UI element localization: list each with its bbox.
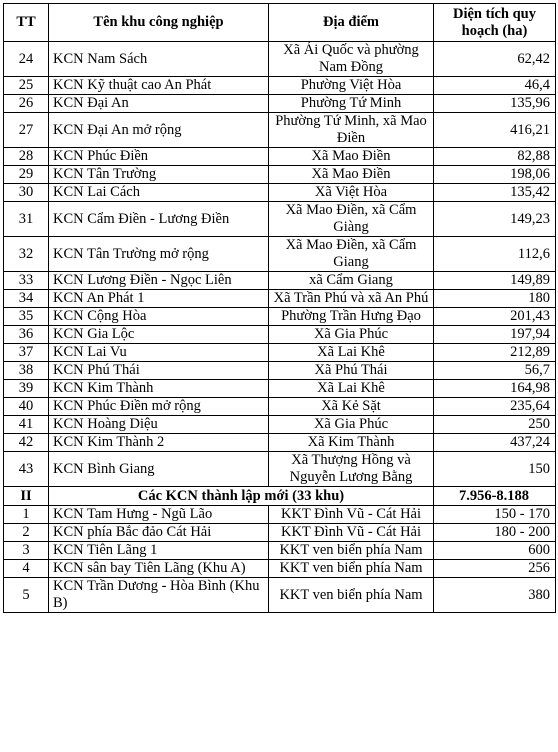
zone-name: KCN Lương Điền - Ngọc Liên [49, 272, 269, 290]
table-row [4, 184, 556, 202]
zone-name: KCN Lai Vu [49, 344, 269, 362]
row-number: 3 [4, 542, 49, 560]
row-number: 34 [4, 290, 49, 308]
table-row [4, 434, 556, 452]
zone-area: 150 [434, 452, 556, 487]
zone-area: 600 [434, 542, 556, 560]
row-number: 26 [4, 95, 49, 113]
zone-location: Xã Lai Khê [269, 380, 434, 398]
table-row [4, 290, 556, 308]
zone-name: KCN Kim Thành 2 [49, 434, 269, 452]
row-number: 25 [4, 77, 49, 95]
table-row [4, 237, 556, 272]
row-number: 5 [4, 578, 49, 613]
zone-name: KCN sân bay Tiên Lãng (Khu A) [49, 560, 269, 578]
zone-location: Phường Tứ Minh, xã Mao Điền [269, 113, 434, 148]
table-row [4, 77, 556, 95]
row-number: 37 [4, 344, 49, 362]
zone-area: 56,7 [434, 362, 556, 380]
zone-area: 164,98 [434, 380, 556, 398]
industrial-zone-table [3, 3, 556, 613]
table-row [4, 452, 556, 487]
zone-area: 149,23 [434, 202, 556, 237]
table-row [4, 560, 556, 578]
row-number: 4 [4, 560, 49, 578]
zone-location: Xã Mao Điền, xã Cẩm Giàng [269, 202, 434, 237]
zone-name: KCN Phúc Điền [49, 148, 269, 166]
row-number: 42 [4, 434, 49, 452]
zone-location: Phường Tứ Minh [269, 95, 434, 113]
zone-location: Phường Trần Hưng Đạo [269, 308, 434, 326]
table-body-new [4, 506, 556, 613]
zone-name: KCN Đại An mở rộng [49, 113, 269, 148]
zone-area: 46,4 [434, 77, 556, 95]
table-row [4, 506, 556, 524]
zone-name: KCN Trần Dương - Hòa Bình (Khu B) [49, 578, 269, 613]
row-number: 24 [4, 42, 49, 77]
table-row [4, 202, 556, 237]
zone-area: 235,64 [434, 398, 556, 416]
table-row [4, 524, 556, 542]
zone-name: KCN Kỹ thuật cao An Phát [49, 77, 269, 95]
zone-name: KCN Tam Hưng - Ngũ Lão [49, 506, 269, 524]
table-row [4, 542, 556, 560]
row-number: 38 [4, 362, 49, 380]
table-row [4, 308, 556, 326]
zone-name: KCN Tân Trường mở rộng [49, 237, 269, 272]
zone-name: KCN An Phát 1 [49, 290, 269, 308]
row-number: 1 [4, 506, 49, 524]
zone-area: 212,89 [434, 344, 556, 362]
section-row [4, 487, 556, 506]
header-area: Diện tích quy hoạch (ha) [434, 4, 556, 42]
zone-name: KCN Cẩm Điền - Lương Điền [49, 202, 269, 237]
zone-area: 250 [434, 416, 556, 434]
zone-location: KKT Đình Vũ - Cát Hải [269, 524, 434, 542]
zone-location: Xã Mao Điền [269, 166, 434, 184]
zone-area: 62,42 [434, 42, 556, 77]
zone-location: Xã Việt Hòa [269, 184, 434, 202]
zone-name: KCN Tiên Lãng 1 [49, 542, 269, 560]
zone-area: 135,96 [434, 95, 556, 113]
table-row [4, 148, 556, 166]
row-number: 36 [4, 326, 49, 344]
zone-location: Xã Kim Thành [269, 434, 434, 452]
zone-area: 149,89 [434, 272, 556, 290]
zone-area: 180 - 200 [434, 524, 556, 542]
row-number: 27 [4, 113, 49, 148]
zone-name: KCN Phúc Điền mở rộng [49, 398, 269, 416]
section-title: Các KCN thành lập mới (33 khu) [49, 487, 434, 506]
zone-name: KCN Hoàng Diệu [49, 416, 269, 434]
zone-location: Xã Trần Phú và xã An Phú [269, 290, 434, 308]
table-row [4, 362, 556, 380]
row-number: 30 [4, 184, 49, 202]
zone-name: KCN Lai Cách [49, 184, 269, 202]
row-number: 29 [4, 166, 49, 184]
table-row [4, 380, 556, 398]
zone-location: Xã Mao Điền [269, 148, 434, 166]
zone-location: Phường Việt Hòa [269, 77, 434, 95]
table-row [4, 272, 556, 290]
row-number: 31 [4, 202, 49, 237]
table-row [4, 344, 556, 362]
zone-area: 380 [434, 578, 556, 613]
row-number: 32 [4, 237, 49, 272]
header-tt: TT [4, 4, 49, 42]
row-number: 33 [4, 272, 49, 290]
zone-location: Xã Gia Phúc [269, 326, 434, 344]
row-number: 40 [4, 398, 49, 416]
row-number: 41 [4, 416, 49, 434]
zone-area: 112,6 [434, 237, 556, 272]
zone-area: 180 [434, 290, 556, 308]
zone-name: KCN Gia Lộc [49, 326, 269, 344]
zone-location: Xã Phú Thái [269, 362, 434, 380]
header-name: Tên khu công nghiệp [49, 4, 269, 42]
zone-location: KKT ven biển phía Nam [269, 560, 434, 578]
zone-area: 201,43 [434, 308, 556, 326]
zone-area: 135,42 [434, 184, 556, 202]
zone-location: Xã Kẻ Sặt [269, 398, 434, 416]
zone-location: KKT ven biển phía Nam [269, 542, 434, 560]
zone-name: KCN Cộng Hòa [49, 308, 269, 326]
section-area: 7.956-8.188 [434, 487, 556, 506]
table-section-new [4, 487, 556, 506]
row-number: 35 [4, 308, 49, 326]
table-row [4, 166, 556, 184]
row-number: 39 [4, 380, 49, 398]
zone-area: 437,24 [434, 434, 556, 452]
zone-name: KCN Tân Trường [49, 166, 269, 184]
zone-area: 197,94 [434, 326, 556, 344]
zone-location: Xã Mao Điền, xã Cẩm Giang [269, 237, 434, 272]
zone-location: Xã Lai Khê [269, 344, 434, 362]
table-row [4, 113, 556, 148]
zone-location: KKT Đình Vũ - Cát Hải [269, 506, 434, 524]
row-number: 43 [4, 452, 49, 487]
table-row [4, 42, 556, 77]
table-body-existing [4, 42, 556, 487]
zone-name: KCN Kim Thành [49, 380, 269, 398]
table-row [4, 578, 556, 613]
table-row [4, 398, 556, 416]
zone-area: 256 [434, 560, 556, 578]
zone-name: KCN Phú Thái [49, 362, 269, 380]
zone-area: 198,06 [434, 166, 556, 184]
header-location: Địa điểm [269, 4, 434, 42]
zone-location: KKT ven biển phía Nam [269, 578, 434, 613]
zone-name: KCN Nam Sách [49, 42, 269, 77]
zone-location: Xã Thượng Hồng và Nguyễn Lương Bằng [269, 452, 434, 487]
row-number: 2 [4, 524, 49, 542]
zone-area: 82,88 [434, 148, 556, 166]
zone-area: 150 - 170 [434, 506, 556, 524]
zone-name: KCN Bình Giang [49, 452, 269, 487]
section-number: II [4, 487, 49, 506]
zone-area: 416,21 [434, 113, 556, 148]
table-header-row [4, 4, 556, 42]
zone-name: KCN phía Bắc đảo Cát Hải [49, 524, 269, 542]
zone-location: Xã Ái Quốc và phường Nam Đồng [269, 42, 434, 77]
zone-location: Xã Gia Phúc [269, 416, 434, 434]
table-row [4, 416, 556, 434]
zone-location: xã Cẩm Giang [269, 272, 434, 290]
table-row [4, 326, 556, 344]
zone-name: KCN Đại An [49, 95, 269, 113]
row-number: 28 [4, 148, 49, 166]
table-row [4, 95, 556, 113]
